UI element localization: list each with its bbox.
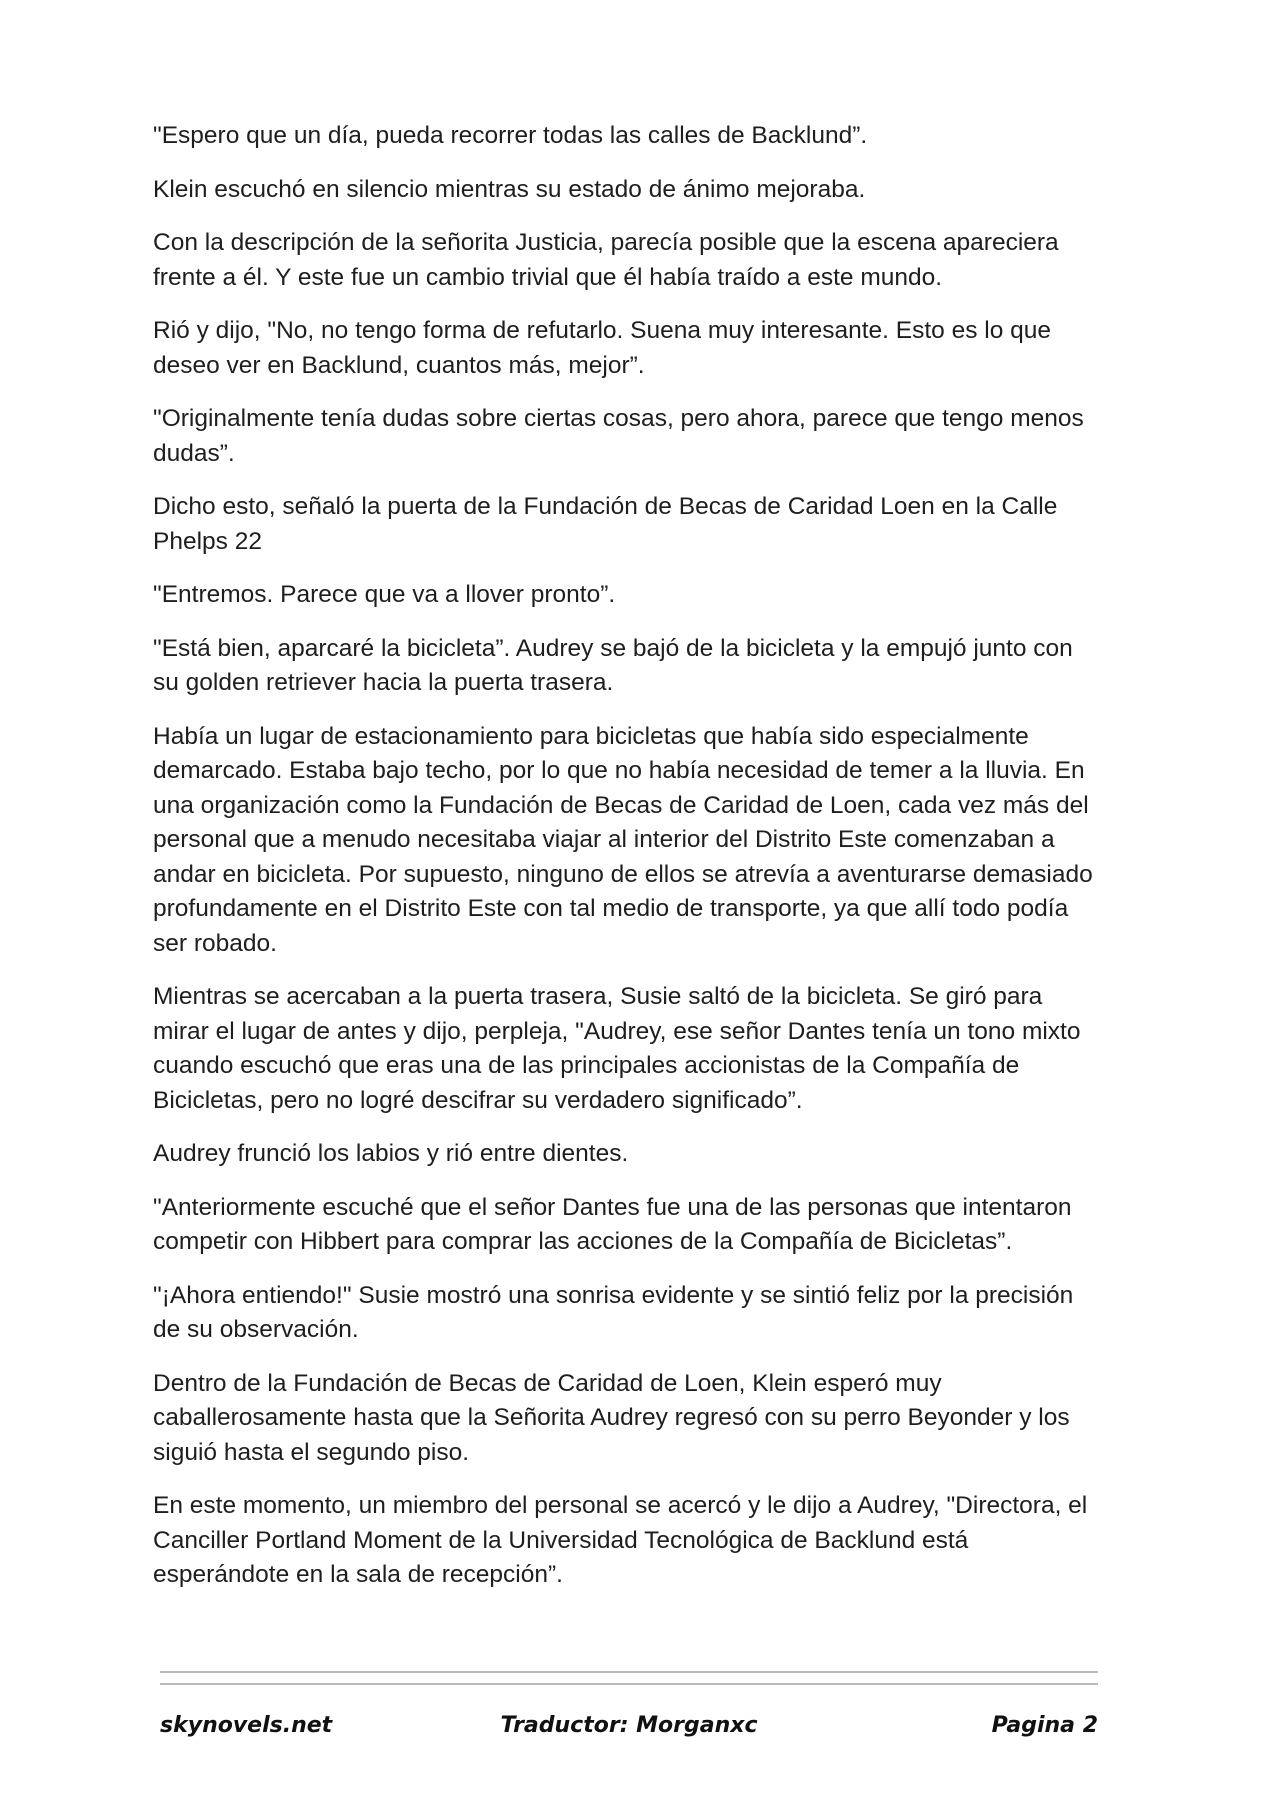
document-body (153, 119, 1103, 1612)
paragraph: Klein escuchó en silencio mientras su estado de ánimo mejoraba. (153, 175, 866, 203)
page-footer (160, 1713, 1098, 1747)
footer-divider-bottom (160, 1683, 1098, 1685)
paragraph: "¡Ahora entiendo!" Susie mostró una sonrisa evidente y se sintió feliz por la precisión de su observación. (153, 1281, 1074, 1343)
paragraph: Dentro de la Fundación de Becas de Caridad de Loen, Klein esperó muy caballerosamente hasta que la Señorita Audrey regresó con su perro Beyonder y los siguió hasta el segundo piso. (153, 1369, 1070, 1466)
footer-translator: Traductor: Morganxc (500, 1713, 758, 1738)
paragraph: "Está bien, aparcaré la bicicleta”. Audrey se bajó de la bicicleta y la empujó junto con su golden retriever hacia la puerta trasera. (153, 634, 1073, 696)
footer-divider-top (160, 1671, 1098, 1673)
footer-page-number: Pagina 2 (991, 1713, 1098, 1738)
paragraph: Dicho esto, señaló la puerta de la Fundación de Becas de Caridad Loen en la Calle Phelps 22 (153, 493, 1058, 555)
paragraph: "Espero que un día, pueda recorrer todas las calles de Backlund”. (153, 122, 868, 149)
footer-site-name: skynovels.net (160, 1713, 333, 1738)
paragraph: Audrey frunció los labios y rió entre dientes. (153, 1140, 629, 1167)
paragraph: Rió y dijo, "No, no tengo forma de refutarlo. Suena muy interesante. Esto es lo que deseo ver en Backlund, cuantos más, mejor”. (153, 317, 1052, 379)
paragraph: "Entremos. Parece que va a llover pronto”. (153, 581, 616, 608)
paragraph: Mientras se acercaban a la puerta trasera, Susie saltó de la bicicleta. Se giró para mirar el lugar de antes y dijo, perpleja, "Audrey, ese señor Dantes tenía un tono mixto cuando escuchó que eras una de las principales accionistas de la Compañía de Bicicletas, pero no logré descifrar su verdadero significado”. (153, 983, 1081, 1114)
paragraph: En este momento, un miembro del personal se acercó y le dijo a Audrey, "Directora, el Canciller Portland Moment de la Universidad Tecnológica de Backlund está esperándote en la sala de recepción”. (153, 1492, 1088, 1588)
paragraph: Había un lugar de estacionamiento para bicicletas que había sido especialmente demarcado. Estaba bajo techo, por lo que no había necesidad de temer a la lluvia. En una organización como la Fundación de Becas de Caridad de Loen, cada vez más del personal que a menudo necesitaba viajar al interior del Distrito Este comenzaban a andar en bicicleta. Por supuesto, ninguno de ellos se atrevía a aventurarse demasiado profundamente en el Distrito Este con tal medio de transporte, ya que allí todo podía ser robado. (153, 722, 1093, 957)
paragraph: "Originalmente tenía dudas sobre ciertas cosas, pero ahora, parece que tengo menos dudas”. (153, 405, 1084, 467)
paragraph: "Anteriormente escuché que el señor Dantes fue una de las personas que intentaron competir con Hibbert para comprar las acciones de la Compañía de Bicicletas”. (153, 1193, 1072, 1255)
paragraph: Con la descripción de la señorita Justicia, parecía posible que la escena apareciera frente a él. Y este fue un cambio trivial que él había traído a este mundo. (153, 229, 1059, 291)
